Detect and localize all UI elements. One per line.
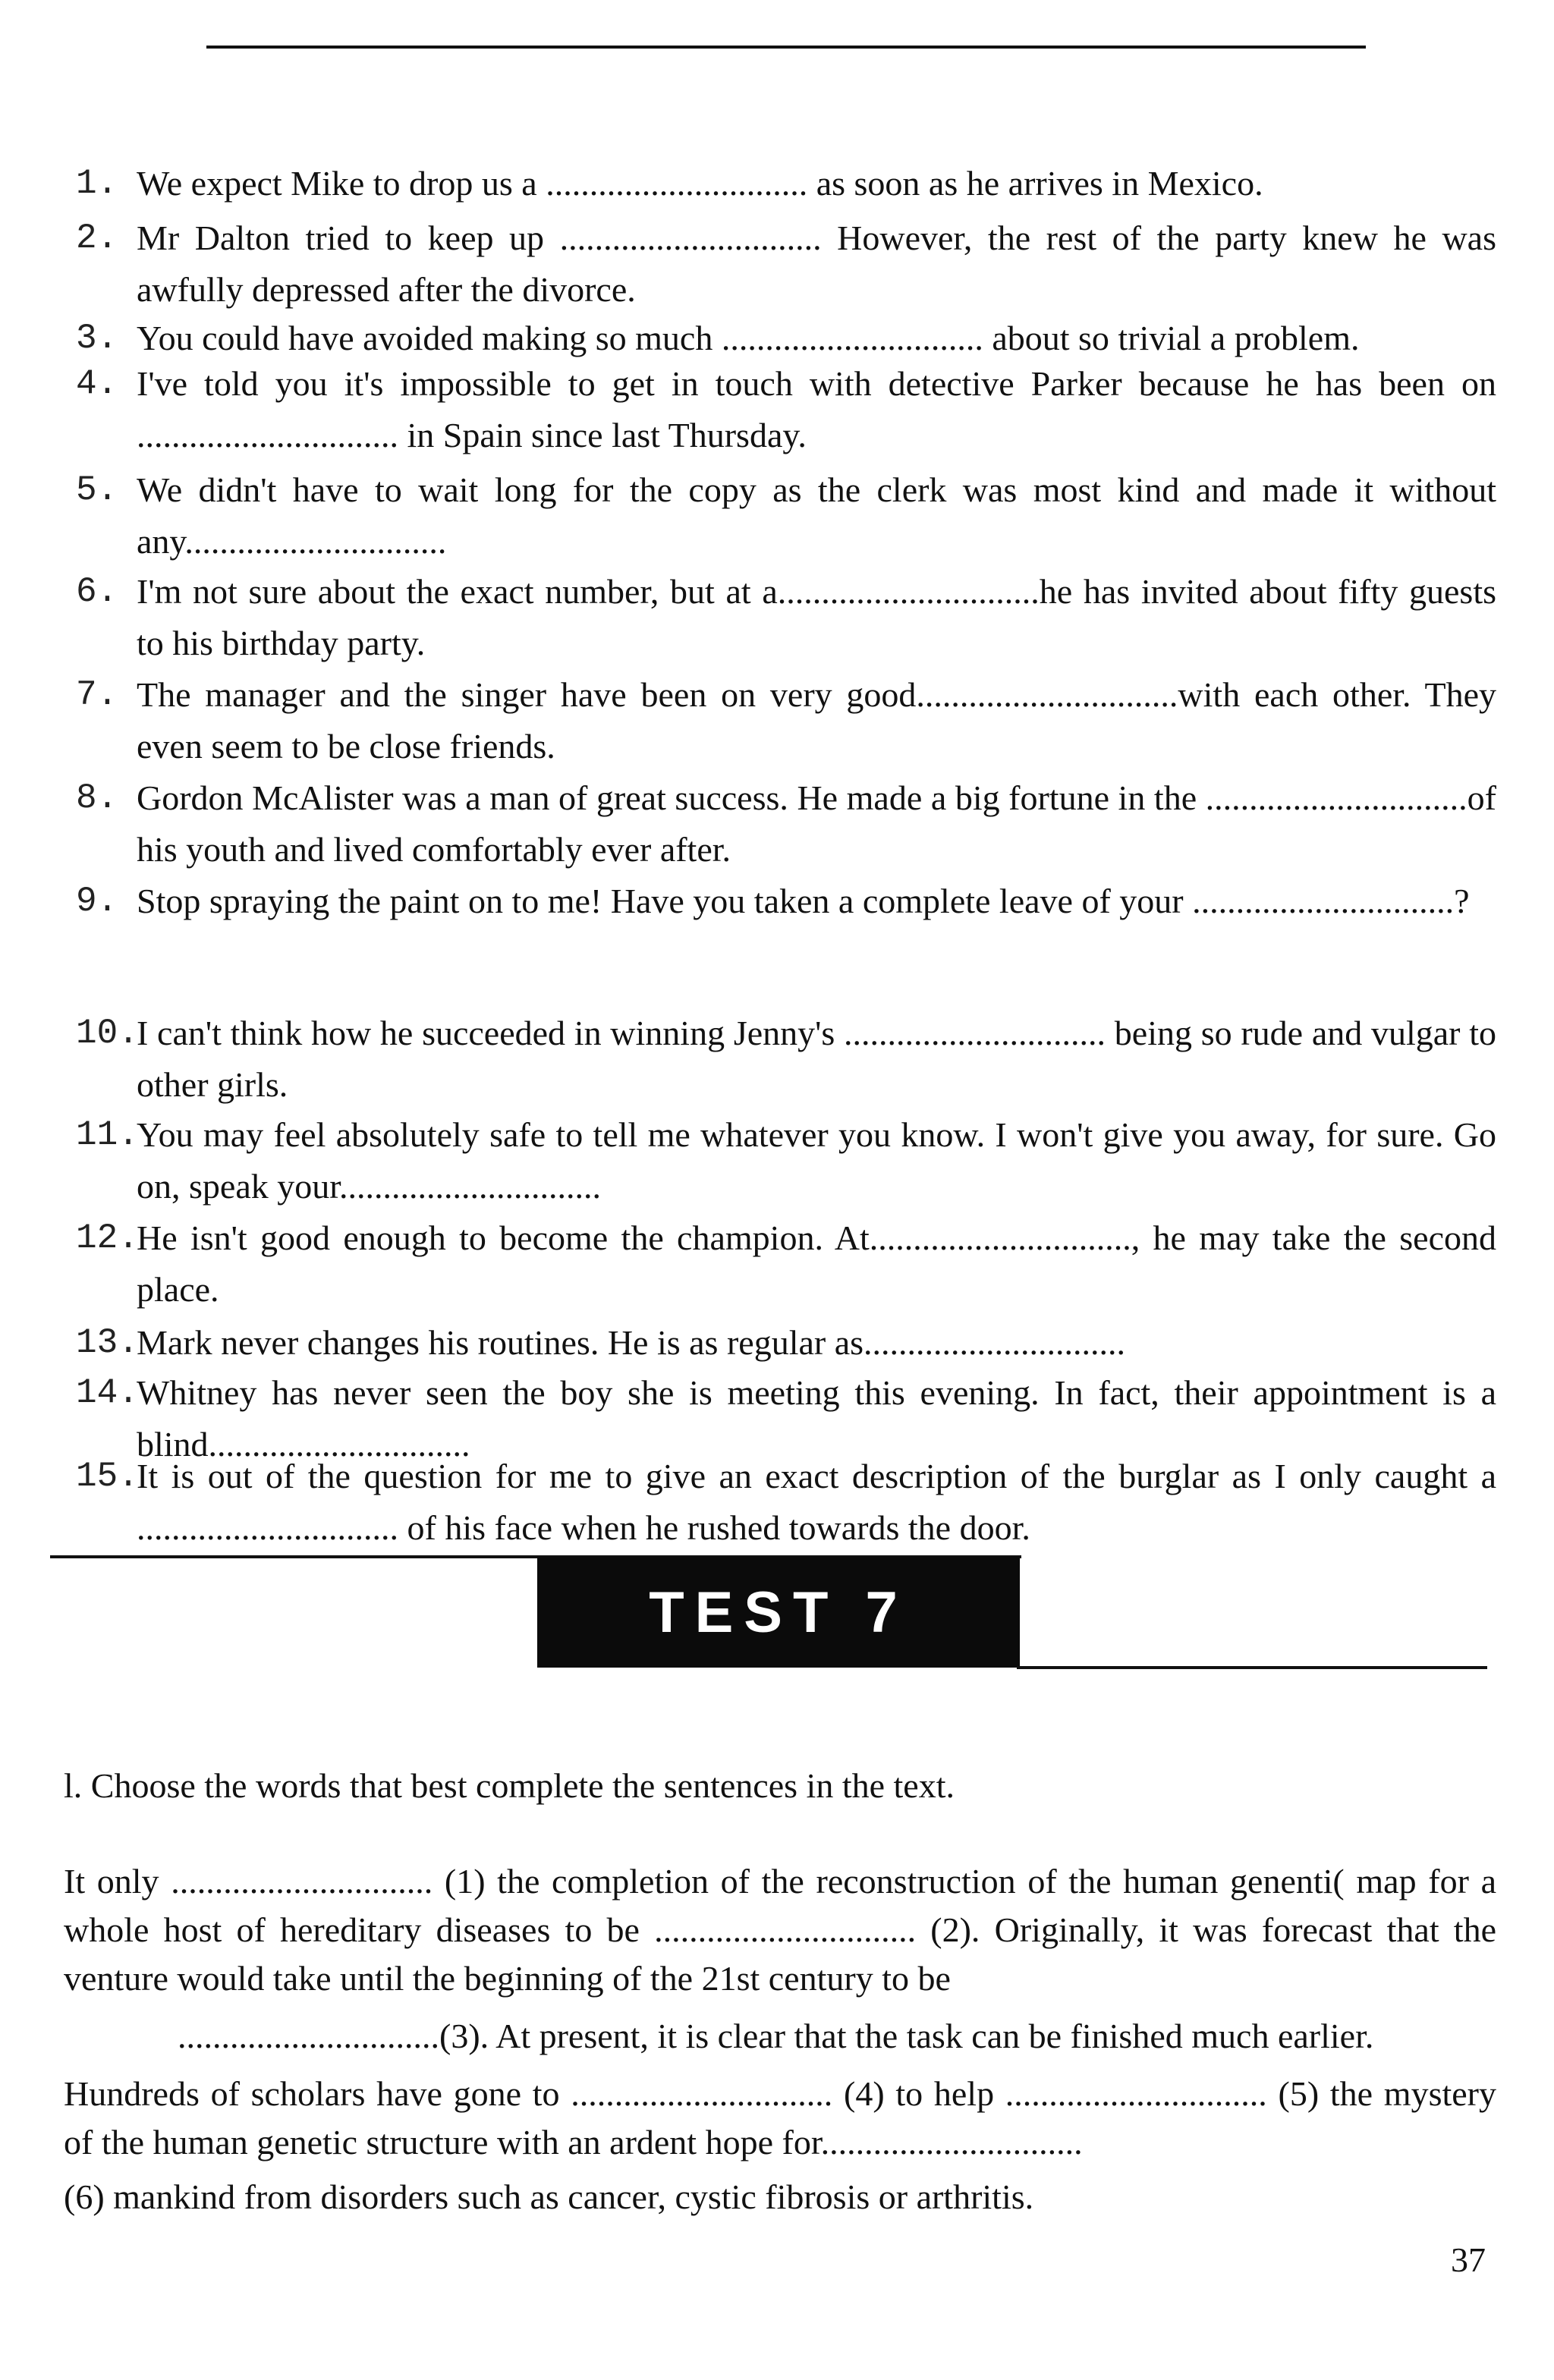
section-rule-right xyxy=(1017,1666,1487,1669)
item-number: 13. xyxy=(76,1323,139,1363)
exercise-item-5 xyxy=(76,464,1496,567)
passage-paragraph-2: ..............................(3). At present, it is clear that the task can be finished much earlier. xyxy=(178,2017,1374,2055)
item-text: I've told you it's impossible to get in touch with detective Parker because he has been on .............................. in Spain since last Thursday. xyxy=(137,364,1496,454)
item-number: 7. xyxy=(76,675,118,715)
top-rule xyxy=(206,46,1366,49)
exercise-item-15 xyxy=(76,1451,1496,1554)
item-text: It is out of the question for me to give an exact description of the burglar as I only caught a .............................. of his face when he rushed towards the door. xyxy=(137,1457,1496,1547)
item-text: Whitney has never seen the boy she is meeting this evening. In fact, their appointment is a blind.............................. xyxy=(137,1373,1496,1464)
exercise-item-8 xyxy=(76,772,1496,876)
exercise-item-7 xyxy=(76,669,1496,772)
item-number: 2. xyxy=(76,219,118,258)
test-heading-banner: TEST 7 xyxy=(537,1557,1020,1668)
exercise-item-9 xyxy=(76,876,1496,927)
item-text: You may feel absolutely safe to tell me whatever you know. I won't give you away, for sure. Go on, speak your.............................. xyxy=(137,1115,1496,1206)
item-number: 6. xyxy=(76,572,118,612)
item-number: 5. xyxy=(76,470,118,510)
item-text: Mark never changes his routines. He is as regular as.............................. xyxy=(137,1323,1126,1362)
item-number: 11. xyxy=(76,1115,139,1155)
exercise-item-4 xyxy=(76,358,1496,461)
item-text: I'm not sure about the exact number, but at a..............................he has invited about fifty guests to his birthday party. xyxy=(137,572,1496,662)
item-text: I can't think how he succeeded in winning Jenny's .............................. being so rude and vulgar to other girls. xyxy=(137,1014,1496,1104)
exercise-item-6 xyxy=(76,566,1496,669)
item-number: 14. xyxy=(76,1373,139,1413)
exercise-item-2 xyxy=(76,212,1496,316)
item-text: The manager and the singer have been on very good..............................with each other. They even seem to be close friends. xyxy=(137,675,1496,766)
exercise-item-13 xyxy=(76,1317,1496,1369)
page-number: 37 xyxy=(1451,2240,1486,2279)
item-number: 9. xyxy=(76,882,118,921)
exercise-item-10 xyxy=(76,1008,1496,1111)
item-number: 12. xyxy=(76,1218,139,1258)
passage-paragraph-1: It only .............................. (1) the completion of the reconstruction of the human genenti( map for a whole host of hereditary diseases to be .............................. (2). Originally, it was forecast that the venture would take until the beginning of the 21st century to be xyxy=(64,1862,1496,1998)
item-text: We expect Mike to drop us a .............................. as soon as he arrives in Mexico. xyxy=(137,164,1263,203)
item-text: We didn't have to wait long for the copy as the clerk was most kind and made it without any.............................. xyxy=(137,470,1496,561)
exercise-item-1 xyxy=(76,158,1496,209)
item-number: 8. xyxy=(76,778,118,818)
exercise-item-12 xyxy=(76,1212,1496,1316)
exercise-item-11 xyxy=(76,1109,1496,1212)
item-number: 10. xyxy=(76,1014,139,1053)
item-text: Mr Dalton tried to keep up .............................. However, the rest of the party knew he was awfully depressed after the divorce. xyxy=(137,219,1496,309)
exercise-item-3 xyxy=(76,313,1496,364)
item-number: 15. xyxy=(76,1457,139,1496)
item-text: He isn't good enough to become the champion. At.............................., he may take the second place. xyxy=(137,1218,1496,1309)
item-number: 4. xyxy=(76,364,118,404)
passage-paragraph-3: Hundreds of scholars have gone to .............................. (4) to help .............................. (5) the mystery of the human genetic structure with an ardent hope for.............................. xyxy=(64,2074,1496,2161)
item-number: 3. xyxy=(76,319,118,358)
item-text: Stop spraying the paint on to me! Have you taken a complete leave of your ..............................? xyxy=(137,882,1470,920)
passage-paragraph-4: (6) mankind from disorders such as cancer, cystic fibrosis or arthritis. xyxy=(64,2177,1034,2216)
item-number: 1. xyxy=(76,164,118,203)
task-instruction: l. Choose the words that best complete the sentences in the text. xyxy=(64,1766,955,1805)
item-text: You could have avoided making so much .............................. about so trivial a problem. xyxy=(137,319,1360,357)
item-text: Gordon McAlister was a man of great success. He made a big fortune in the ..............................of his youth and lived comfortably ever after. xyxy=(137,778,1496,869)
